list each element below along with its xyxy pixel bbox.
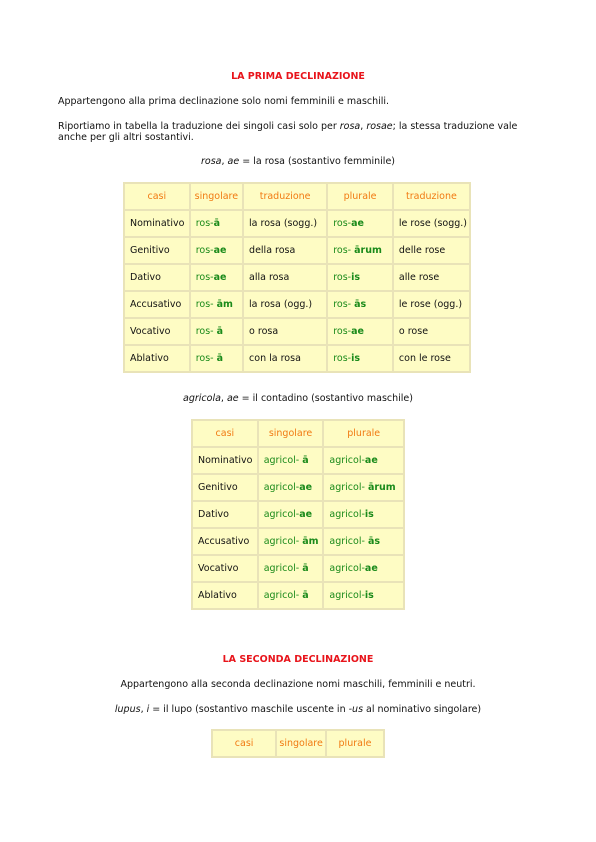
- singular-cell: ros- ā: [191, 319, 242, 344]
- plural-cell: agricol-is: [324, 583, 403, 608]
- table-rosa: [123, 182, 471, 373]
- table-header-row: [213, 731, 383, 756]
- table-agricola: [191, 419, 405, 610]
- table-row: [193, 475, 403, 500]
- header-cell: plurale: [328, 184, 392, 209]
- plural-cell: ros- ās: [328, 292, 392, 317]
- table3-caption: lupus, i = il lupo (sostantivo maschile uscente in -us al nominativo singolare): [114, 704, 482, 715]
- header-cell: casi: [213, 731, 275, 756]
- plural-cell: ros-is: [328, 265, 392, 290]
- header-cell: singolare: [277, 731, 325, 756]
- section1-note: Riportiamo in tabella la traduzione dei singoli casi solo per rosa, rosae; la stessa traduzione vale anche per gli altri sostantivi.: [58, 121, 518, 143]
- singular-cell: agricol-ae: [259, 475, 323, 500]
- singular-cell: ros- ām: [191, 292, 242, 317]
- case-cell: Accusativo: [193, 529, 257, 554]
- translation-cell: la rosa (ogg.): [244, 292, 326, 317]
- case-cell: Vocativo: [193, 556, 257, 581]
- case-cell: Nominativo: [193, 448, 257, 473]
- table-row: [193, 556, 403, 581]
- plural-cell: agricol-ae: [324, 448, 403, 473]
- table-row: [193, 529, 403, 554]
- singular-cell: agricol- ā: [259, 448, 323, 473]
- singular-cell: agricol- ā: [259, 583, 323, 608]
- header-cell: traduzione: [394, 184, 469, 209]
- translation-cell: la rosa (sogg.): [244, 211, 326, 236]
- table-row: [125, 346, 469, 371]
- header-cell: casi: [125, 184, 189, 209]
- case-cell: Dativo: [193, 502, 257, 527]
- table-row: [125, 211, 469, 236]
- singular-cell: agricol- ā: [259, 556, 323, 581]
- case-cell: Accusativo: [125, 292, 189, 317]
- header-cell: casi: [193, 421, 257, 446]
- table-row: [193, 448, 403, 473]
- singular-cell: agricol- ām: [259, 529, 323, 554]
- table-header-row: [125, 184, 469, 209]
- plural-cell: agricol-is: [324, 502, 403, 527]
- case-cell: Vocativo: [125, 319, 189, 344]
- translation-cell: o rose: [394, 319, 469, 344]
- plural-cell: ros-is: [328, 346, 392, 371]
- header-cell: plurale: [327, 731, 383, 756]
- table-row: [125, 238, 469, 263]
- case-cell: Dativo: [125, 265, 189, 290]
- translation-cell: le rose (sogg.): [394, 211, 469, 236]
- table-lupus: [211, 729, 385, 758]
- singular-cell: ros-ae: [191, 238, 242, 263]
- plural-cell: agricol- ās: [324, 529, 403, 554]
- case-cell: Nominativo: [125, 211, 189, 236]
- case-cell: Genitivo: [125, 238, 189, 263]
- translation-cell: con la rosa: [244, 346, 326, 371]
- translation-cell: le rose (ogg.): [394, 292, 469, 317]
- header-cell: singolare: [191, 184, 242, 209]
- case-cell: Genitivo: [193, 475, 257, 500]
- plural-cell: ros-ae: [328, 211, 392, 236]
- table-row: [125, 319, 469, 344]
- case-cell: Ablativo: [125, 346, 189, 371]
- singular-cell: ros-ae: [191, 265, 242, 290]
- translation-cell: o rosa: [244, 319, 326, 344]
- section1-intro: Appartengono alla prima declinazione solo nomi femminili e maschili.: [58, 96, 390, 107]
- plural-cell: agricol-ae: [324, 556, 403, 581]
- singular-cell: ros-ā: [191, 211, 242, 236]
- translation-cell: delle rose: [394, 238, 469, 263]
- header-cell: traduzione: [244, 184, 326, 209]
- table1-caption: rosa, ae = la rosa (sostantivo femminile): [201, 156, 395, 167]
- header-cell: plurale: [324, 421, 403, 446]
- plural-cell: ros-ae: [328, 319, 392, 344]
- header-cell: singolare: [259, 421, 323, 446]
- translation-cell: della rosa: [244, 238, 326, 263]
- table-row: [125, 292, 469, 317]
- table-header-row: [193, 421, 403, 446]
- translation-cell: alla rosa: [244, 265, 326, 290]
- section2-intro: Appartengono alla seconda declinazione nomi maschili, femminili e neutri.: [120, 679, 476, 690]
- translation-cell: con le rose: [394, 346, 469, 371]
- singular-cell: ros- ā: [191, 346, 242, 371]
- section1-title: LA PRIMA DECLINAZIONE: [231, 71, 365, 82]
- table-row: [125, 265, 469, 290]
- table2-caption: agricola, ae = il contadino (sostantivo maschile): [183, 393, 413, 404]
- section2-title: LA SECONDA DECLINAZIONE: [222, 654, 374, 665]
- plural-cell: ros- ārum: [328, 238, 392, 263]
- singular-cell: agricol-ae: [259, 502, 323, 527]
- translation-cell: alle rose: [394, 265, 469, 290]
- table-row: [193, 502, 403, 527]
- plural-cell: agricol- ārum: [324, 475, 403, 500]
- case-cell: Ablativo: [193, 583, 257, 608]
- table-row: [193, 583, 403, 608]
